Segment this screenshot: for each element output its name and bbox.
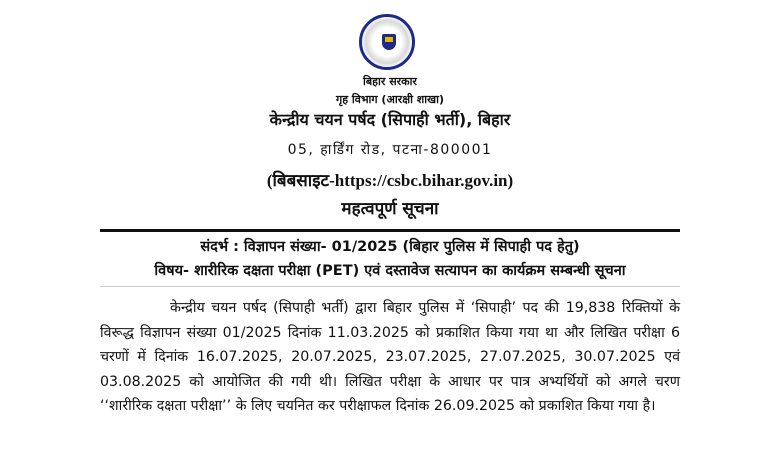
body-text: केन्द्रीय चयन पर्षद (सिपाही भर्ती) द्वारा बिहार पुलिस में ‘सिपाही’ पद की 19,838 रिक्तियों के विरूद्ध विज्ञापन संख्या 01/2025 दिनांक 11.03.2025 को प्रकाशित किया गया था और लिखित परीक्षा 6 चरणों में दिनांक 16.07.2025, 20.07.2025, 23.07.2025, 27.07.2025, 30.07.2025 एवं 03.08.2025 को आयोजित की गयी थी। लिखित परीक्षा के आधार पर पात्र अभ्यर्थियों को अगले चरण ‘‘शारीरिक दक्षता परीक्षा’’ के लिए चयनित कर परीक्षाफल दिनांक 26.09.2025 को प्रकाशित किया गया है। xyxy=(100,300,680,414)
notice-title: महत्वपूर्ण सूचना xyxy=(341,199,439,219)
reference-line: संदर्भ : विज्ञापन संख्या- 01/2025 (बिहार पुलिस में सिपाही पद हेतु) xyxy=(200,239,580,255)
website: (बिबसाइट-https://csbc.bihar.gov.in) xyxy=(266,171,514,190)
govt-label: बिहार सरकार xyxy=(363,75,417,88)
department-label: गृह विभाग (आरक्षी शाखा) xyxy=(336,93,444,106)
shield-icon xyxy=(382,34,396,50)
address: 05, हार्डिंग रोड, पटना-800001 xyxy=(287,142,493,158)
board-name: केन्द्रीय चयन पर्षद (सिपाही भर्ती), बिहार xyxy=(269,110,511,129)
body-paragraph xyxy=(100,296,680,419)
csbc-emblem-logo xyxy=(359,14,415,70)
subject-line: विषय- शारीरिक दक्षता परीक्षा (PET) एवं दस्तावेज सत्यापन का कार्यक्रम सम्बन्धी सूचना xyxy=(154,263,626,279)
